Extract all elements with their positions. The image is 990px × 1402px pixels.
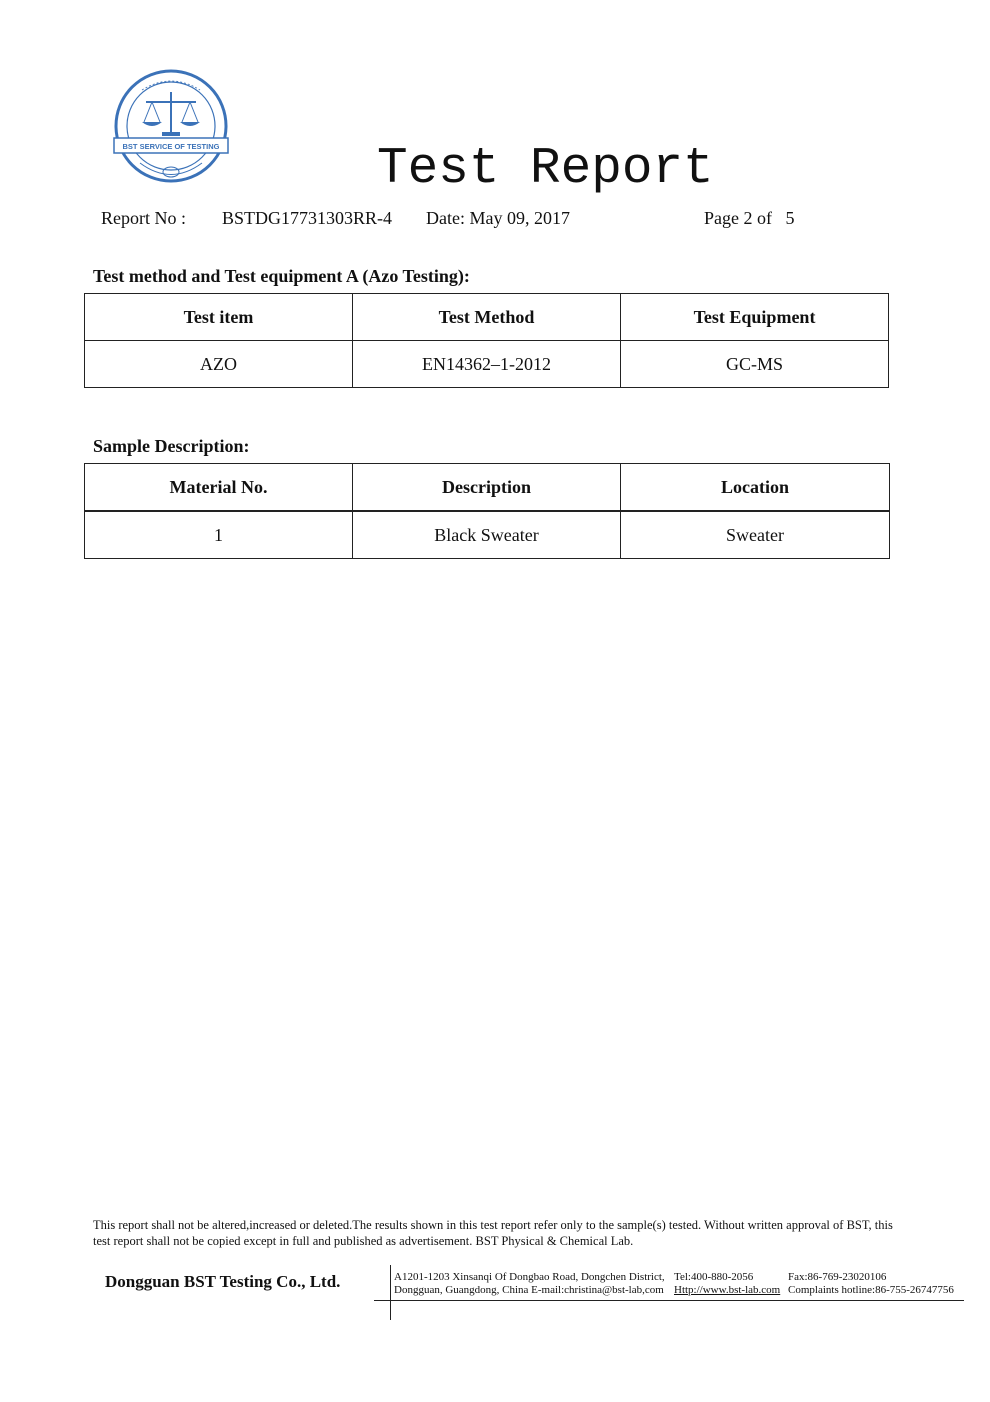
report-date: Date: May 09, 2017 <box>426 208 570 228</box>
disclaimer-text: This report shall not be altered,increased or deleted.The results shown in this test report refer only to the sample(s) tested. Without written approval of BST, this test report shall not be copied except in full and published as advertisement. BST Physical & Chemical Lab. <box>93 1218 893 1248</box>
company-name: Dongguan BST Testing Co., Ltd. <box>105 1272 341 1291</box>
fax-number: Fax:86-769-23020106 <box>788 1271 887 1283</box>
seal-banner-text: BST SERVICE OF TESTING <box>122 142 220 151</box>
address-line: A1201-1203 Xinsanqi Of Dongbao Road, Dongchen District, <box>394 1271 665 1283</box>
table-header-row <box>85 294 889 341</box>
page-title: Test Report <box>377 141 714 198</box>
footer-divider-horizontal <box>374 1300 964 1301</box>
report-no-value: BSTDG17731303RR-4 <box>222 208 393 228</box>
footer-fax <box>788 1271 954 1297</box>
table-cell: 1 <box>85 511 353 559</box>
website-link[interactable]: Http://www.bst-lab.com <box>674 1284 781 1296</box>
table-cell: Sweater <box>621 511 890 559</box>
column-header: Test Method <box>353 294 621 341</box>
section-title-sample-description: Sample Description: <box>93 436 250 456</box>
column-header: Location <box>621 464 890 512</box>
column-header: Test Equipment <box>621 294 889 341</box>
address-line: Dongguan, Guangdong, China E-mail:christina@bst-lab,com <box>394 1284 664 1296</box>
table-row <box>85 511 890 559</box>
footer-divider-vertical <box>390 1265 391 1320</box>
section-title-test-method: Test method and Test equipment A (Azo Testing): <box>93 266 470 286</box>
column-header: Description <box>353 464 621 512</box>
table-row <box>85 341 889 388</box>
test-method-table <box>84 293 889 388</box>
table-cell: Black Sweater <box>353 511 621 559</box>
column-header: Test item <box>85 294 353 341</box>
page-indicator: Page 2 of 5 <box>704 208 795 228</box>
telephone: Tel:400-880-2056 <box>674 1271 754 1283</box>
company-seal-logo <box>112 68 230 190</box>
table-cell: GC-MS <box>621 341 889 388</box>
sample-description-table <box>84 463 890 559</box>
table-header-row <box>85 464 890 512</box>
complaints-hotline: Complaints hotline:86-755-26747756 <box>788 1284 954 1296</box>
table-cell: AZO <box>85 341 353 388</box>
column-header: Material No. <box>85 464 353 512</box>
report-no-label: Report No : <box>101 208 186 228</box>
footer-contact <box>674 1271 780 1297</box>
table-cell: EN14362–1-2012 <box>353 341 621 388</box>
footer-address <box>394 1271 665 1297</box>
